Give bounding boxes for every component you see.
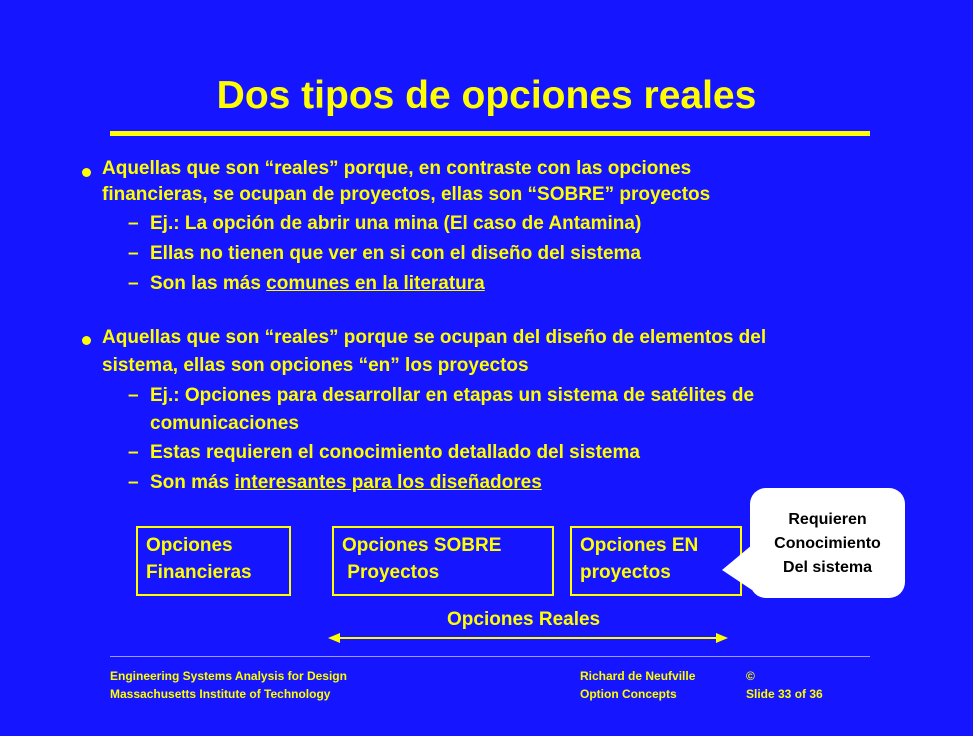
bullet2-sub3-prefix: Son más: [150, 472, 235, 493]
copyright-icon: ©: [746, 669, 755, 683]
bullet2-sub3: [150, 472, 542, 494]
dash: –: [128, 472, 139, 493]
box-line: proyectos: [580, 562, 671, 583]
callout-line: Del sistema: [783, 559, 872, 576]
box-line: Proyectos: [342, 562, 440, 583]
bullet2-sub1-line2: comunicaciones: [150, 413, 299, 434]
bullet-dot: [84, 338, 89, 343]
dash: –: [128, 213, 139, 234]
bullet2-sub1-line1: Ej.: Opciones para desarrollar en etapas un sistema de satélites de: [150, 385, 755, 406]
dash: –: [128, 442, 139, 463]
box-line: Opciones EN: [580, 535, 699, 556]
footer-divider: [110, 656, 870, 657]
footer-institution: Massachusetts Institute of Technology: [110, 687, 331, 701]
box-opciones-en-proyectos: [570, 526, 742, 596]
footer-course: Engineering Systems Analysis for Design: [110, 669, 347, 683]
title-underline: [110, 131, 870, 136]
bullet1-sub2: Ellas no tienen que ver en si con el diseño del sistema: [150, 243, 641, 264]
footer-author: Richard de Neufville: [580, 669, 696, 683]
bullet2-sub3-underlined: interesantes para los diseñadores: [234, 472, 542, 493]
callout-line: Requieren: [788, 511, 867, 528]
slide-title: Dos tipos de opciones reales: [216, 74, 757, 117]
dash: –: [128, 243, 139, 264]
bullet1-line2: financieras, se ocupan de proyectos, ellas son “SOBRE” proyectos: [102, 184, 711, 205]
bullet1-sub3-prefix: Son las más: [150, 273, 267, 294]
bullet2-line2: sistema, ellas son opciones “en” los proyectos: [102, 355, 529, 376]
dash: –: [128, 385, 139, 406]
range-label: Opciones Reales: [447, 609, 601, 630]
bullet1-sub3: [150, 273, 485, 295]
footer-slide-number: Slide 33 of 36: [746, 687, 823, 701]
box-line: Opciones SOBRE: [342, 535, 502, 556]
callout-line: Conocimiento: [774, 535, 881, 552]
bullet-dot: [84, 170, 89, 175]
bullet2-line1: Aquellas que son “reales” porque se ocupan del diseño de elementos del: [102, 327, 767, 348]
footer-topic: Option Concepts: [580, 687, 677, 701]
bullet2-sub2: Estas requieren el conocimiento detallado del sistema: [150, 442, 640, 463]
box-opciones-sobre-proyectos: [332, 526, 554, 596]
bullet1-line1: Aquellas que son “reales” porque, en contraste con las opciones: [102, 158, 692, 179]
box-opciones-financieras: [136, 526, 291, 596]
bullet1-sub1: Ej.: La opción de abrir una mina (El caso de Antamina): [150, 213, 642, 234]
box-line: Financieras: [146, 562, 252, 583]
dash: –: [128, 273, 139, 294]
double-arrow: [328, 630, 728, 646]
bullet1-sub3-underlined: comunes en la literatura: [266, 273, 485, 294]
callout-text: [750, 508, 905, 580]
box-line: Opciones: [146, 535, 233, 556]
